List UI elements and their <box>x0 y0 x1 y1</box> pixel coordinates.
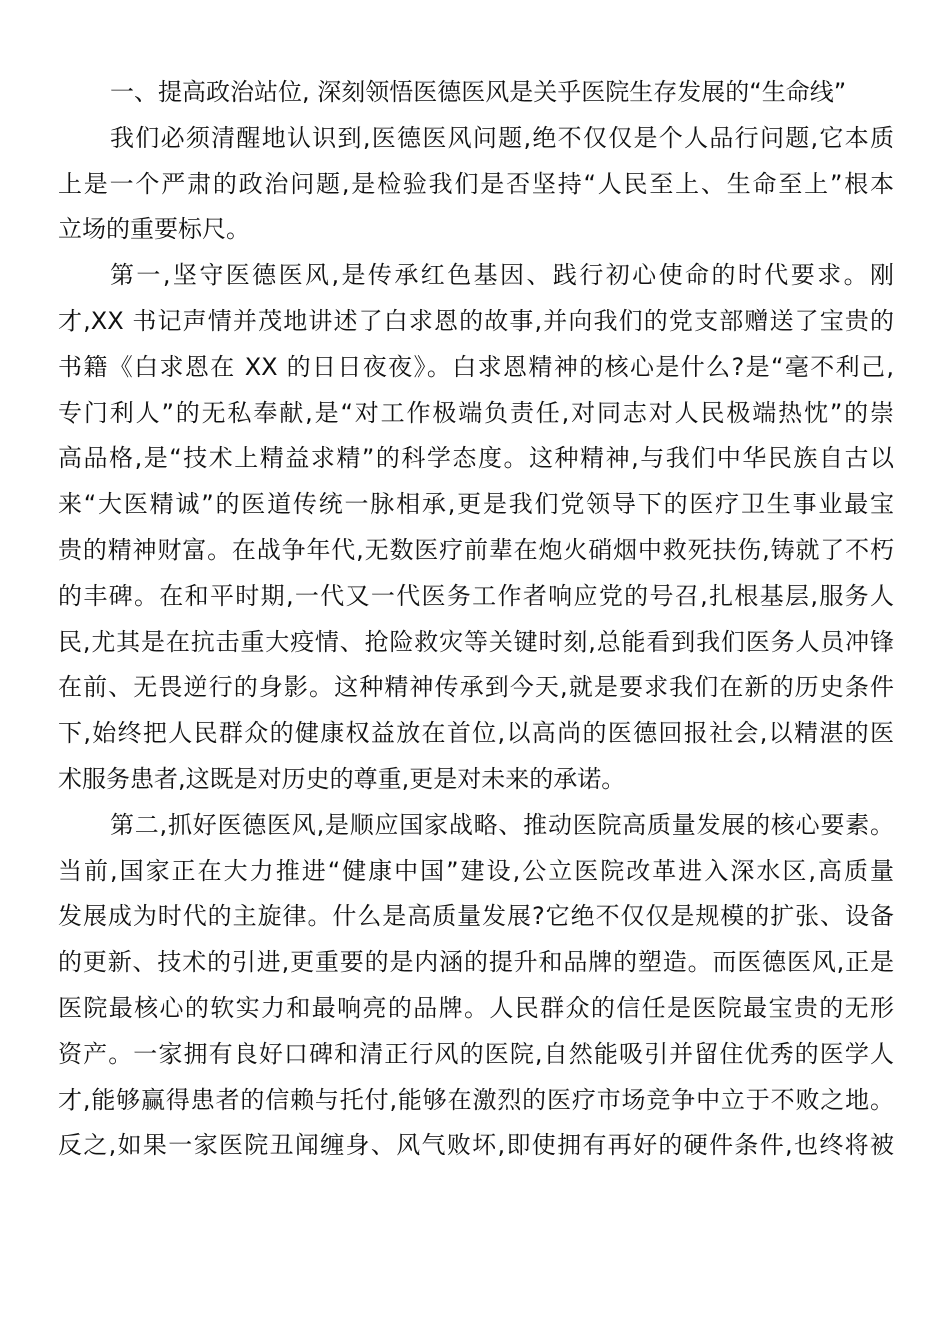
paragraph-intro <box>58 116 894 253</box>
paragraph-point-1 <box>58 253 894 803</box>
paragraph-line: 的丰碑。在和平时期,一代又一代医务工作者响应党的号召,扎根基层,服务人 <box>58 581 894 610</box>
paragraph-line: 上是一个严肃的政治问题,是检验我们是否坚持“人民至上、生命至上”根本 <box>58 169 894 198</box>
paragraph-line: 我们必须清醒地认识到,医德医风问题,绝不仅仅是个人品行问题,它本质 <box>110 123 894 152</box>
paragraph-line: 民,尤其是在抗击重大疫情、抢险救灾等关键时刻,总能看到我们医务人员冲锋 <box>58 627 894 656</box>
paragraph-line: 在前、无畏逆行的身影。这种精神传承到今天,就是要求我们在新的历史条件 <box>58 673 894 702</box>
section-heading: 一、提高政治站位, 深刻领悟医德医风是关乎医院生存发展的“生命线” <box>110 78 847 106</box>
paragraph-line: 术服务患者,这既是对历史的尊重,更是对未来的承诺。 <box>58 764 626 793</box>
paragraph-line: 书籍《白求恩在 XX 的日日夜夜》。白求恩精神的核心是什么?是“毫不利己, <box>58 352 894 381</box>
paragraph-line: 专门利人”的无私奉献,是“对工作极端负责任,对同志对人民极端热忱”的崇 <box>58 398 894 427</box>
paragraph-line: 才,XX 书记声情并茂地讲述了白求恩的故事,并向我们的党支部赠送了宝贵的 <box>58 306 894 335</box>
paragraph-line: 的更新、技术的引进,更重要的是内涵的提升和品牌的塑造。而医德医风,正是 <box>58 948 894 977</box>
paragraph-line: 当前,国家正在大力推进“健康中国”建设,公立医院改革进入深水区,高质量 <box>58 856 894 885</box>
paragraph-line: 来“大医精诚”的医道传统一脉相承,更是我们党领导下的医疗卫生事业最宝 <box>58 490 894 519</box>
paragraph-line: 反之,如果一家医院丑闻缠身、风气败坏,即使拥有再好的硬件条件,也终将被 <box>58 1131 894 1160</box>
paragraph-line: 第二,抓好医德医风,是顺应国家战略、推动医院高质量发展的核心要素。 <box>110 810 894 839</box>
paragraph-line: 才,能够赢得患者的信赖与托付,能够在激烈的医疗市场竞争中立于不败之地。 <box>58 1085 894 1114</box>
paragraph-line: 资产。一家拥有良好口碑和清正行风的医院,自然能吸引并留住优秀的医学人 <box>58 1039 894 1068</box>
paragraph-line: 医院最核心的软实力和最响亮的品牌。人民群众的信任是医院最宝贵的无形 <box>58 993 894 1022</box>
paragraph-point-2 <box>58 803 894 1169</box>
paragraph-line: 贵的精神财富。在战争年代,无数医疗前辈在炮火硝烟中救死扶伤,铸就了不朽 <box>58 535 894 564</box>
paragraph-line: 立场的重要标尺。 <box>58 215 250 244</box>
paragraph-line: 发展成为时代的主旋律。什么是高质量发展?它绝不仅仅是规模的扩张、设备 <box>58 902 894 931</box>
document-page <box>58 70 894 1169</box>
paragraph-line: 高品格,是“技术上精益求精”的科学态度。这种精神,与我们中华民族自古以 <box>58 444 894 473</box>
paragraph-line: 下,始终把人民群众的健康权益放在首位,以高尚的医德回报社会,以精湛的医 <box>58 719 894 748</box>
paragraph-line: 第一,坚守医德医风,是传承红色基因、践行初心使命的时代要求。刚 <box>110 261 894 290</box>
